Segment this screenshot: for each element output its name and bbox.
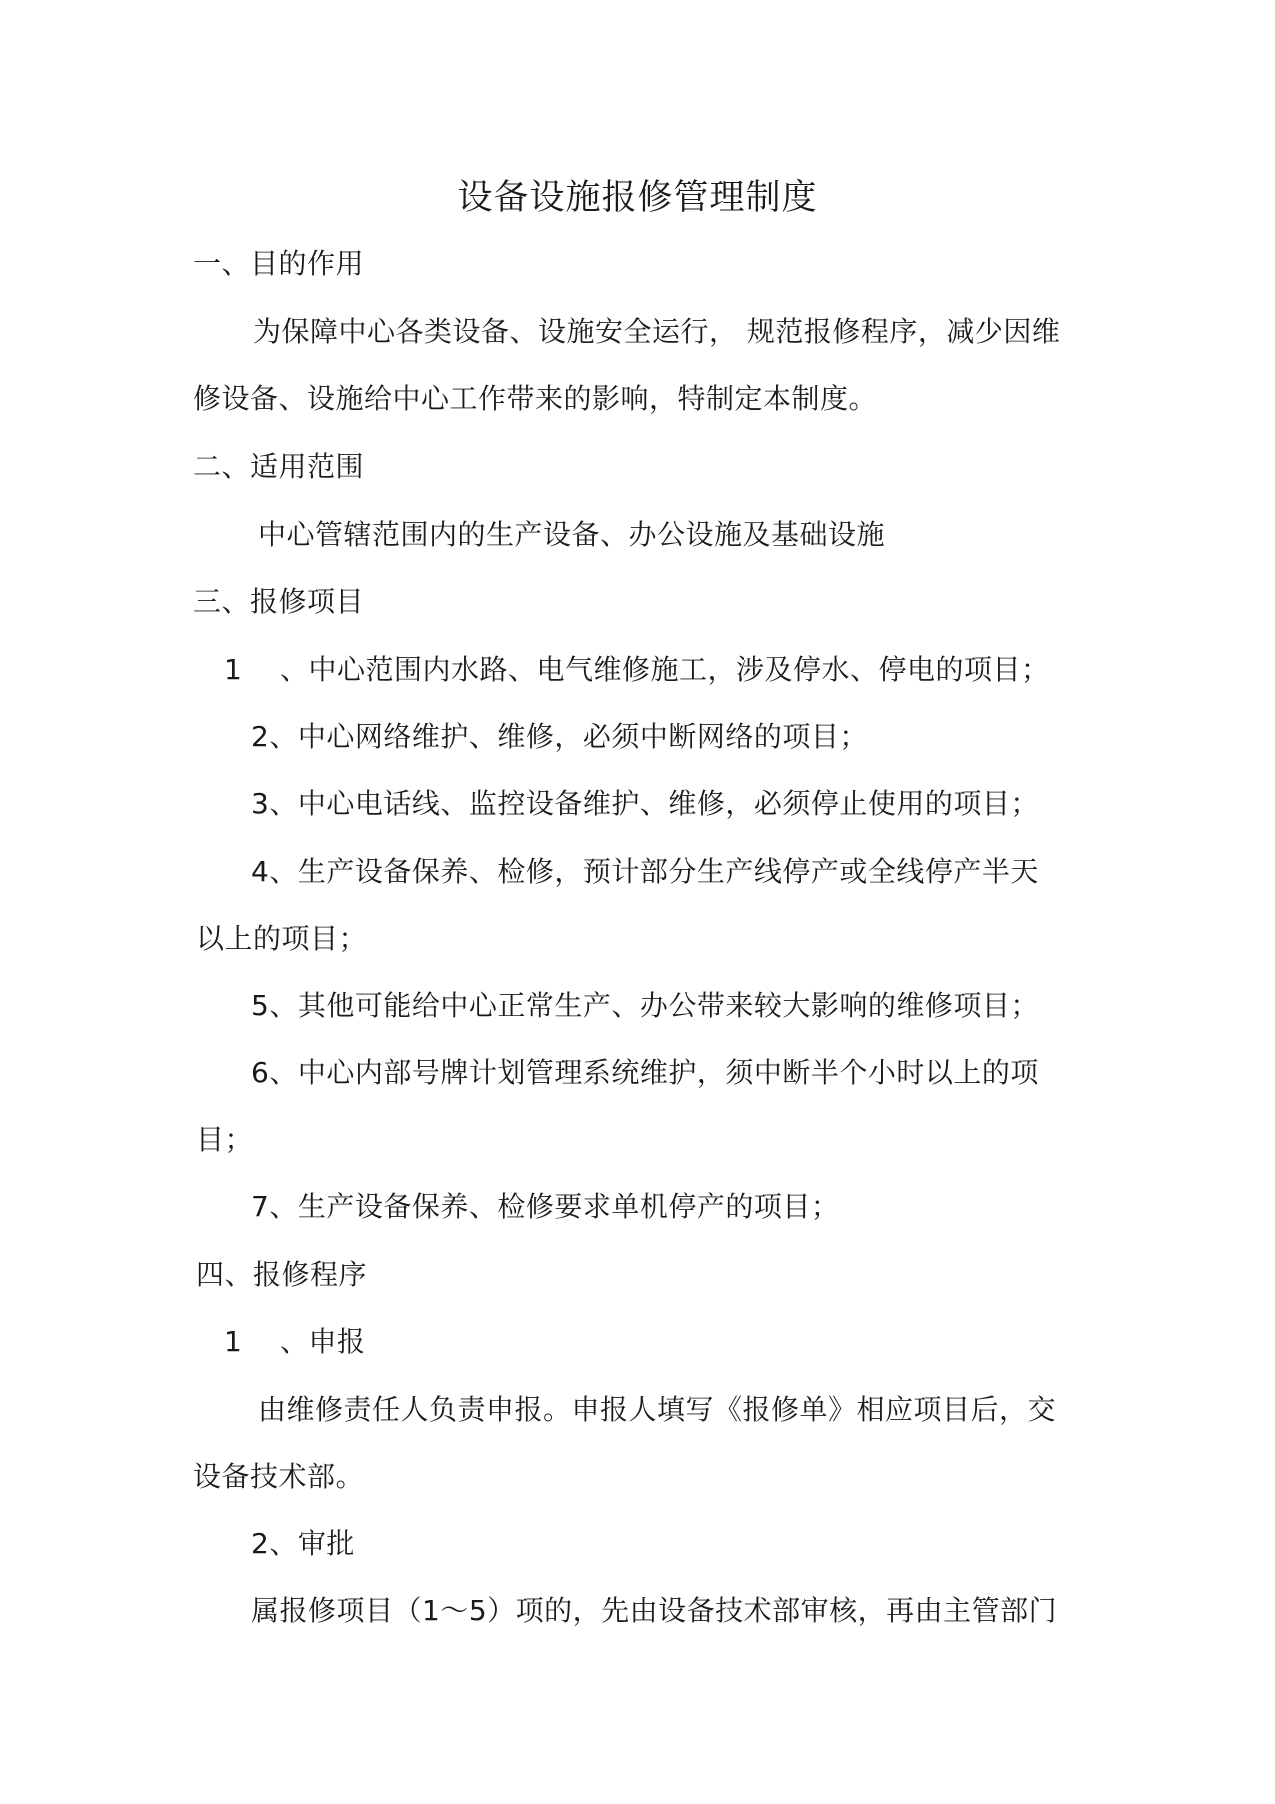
- item-number: 4: [251, 855, 270, 888]
- sub-text: 、审批: [269, 1527, 355, 1560]
- text-segment: ）项的，先由设备技术部审核，再由主管部门: [487, 1594, 1058, 1627]
- section-heading-procedure: 四、报修程序: [196, 1258, 368, 1291]
- paragraph-line: 中心管辖范围内的生产设备、办公设施及基础设施: [258, 518, 886, 551]
- item-text: 、生产设备保养、检修要求单机停产的项目；: [269, 1190, 840, 1223]
- paragraph-line: 由维修责任人负责申报。申报人填写《报修单》相应项目后，交: [258, 1393, 1057, 1426]
- paragraph-line: 为保障中心各类设备、设施安全运行， 规范报修程序，减少因维: [253, 315, 1061, 348]
- item-number: 3: [251, 787, 270, 820]
- section-heading-items: 三、报修项目: [193, 585, 365, 618]
- document-title: 设备设施报修管理制度: [457, 178, 818, 218]
- list-item: [251, 719, 868, 755]
- list-item: [251, 854, 1039, 890]
- list-item: [251, 1055, 1039, 1091]
- item-text: 、其他可能给中心正常生产、办公带来较大影响的维修项目；: [269, 989, 1039, 1022]
- sub-heading-approval: [251, 1526, 355, 1562]
- item-text: 、中心网络维护、维修，必须中断网络的项目；: [269, 720, 868, 753]
- sub-number: 2: [251, 1527, 270, 1560]
- sub-text: 、申报: [280, 1325, 366, 1358]
- item-text: 、中心内部号牌计划管理系统维护，须中断半个小时以上的项: [269, 1056, 1039, 1089]
- range-value: 1～5: [422, 1594, 488, 1627]
- section-heading-scope: 二、适用范围: [193, 450, 365, 483]
- item-text: 、中心电话线、监控设备维护、维修，必须停止使用的项目；: [269, 787, 1039, 820]
- item-text: 、生产设备保养、检修，预计部分生产线停产或全线停产半天: [269, 855, 1039, 888]
- paragraph-line: [251, 1593, 1057, 1629]
- list-item: [251, 786, 1039, 822]
- text-segment: 属报修项目（: [251, 1594, 423, 1627]
- list-item: [224, 652, 1050, 688]
- list-item: [251, 1189, 839, 1225]
- list-item-continuation: 目；: [196, 1123, 254, 1156]
- sub-number: 1: [224, 1325, 243, 1358]
- section-heading-purpose: 一、目的作用: [193, 247, 365, 280]
- list-item-continuation: 以上的项目；: [196, 922, 368, 955]
- paragraph-line: 设备技术部。: [193, 1460, 365, 1493]
- item-text: 、中心范围内水路、电气维修施工，涉及停水、停电的项目；: [280, 653, 1050, 686]
- item-number: 5: [251, 989, 270, 1022]
- paragraph-line: 修设备、设施给中心工作带来的影响，特制定本制度。: [193, 382, 878, 415]
- item-number: 1: [224, 653, 243, 686]
- sub-heading-report: [224, 1324, 366, 1360]
- list-item: [251, 988, 1039, 1024]
- item-number: 7: [251, 1190, 270, 1223]
- item-number: 2: [251, 720, 270, 753]
- item-number: 6: [251, 1056, 270, 1089]
